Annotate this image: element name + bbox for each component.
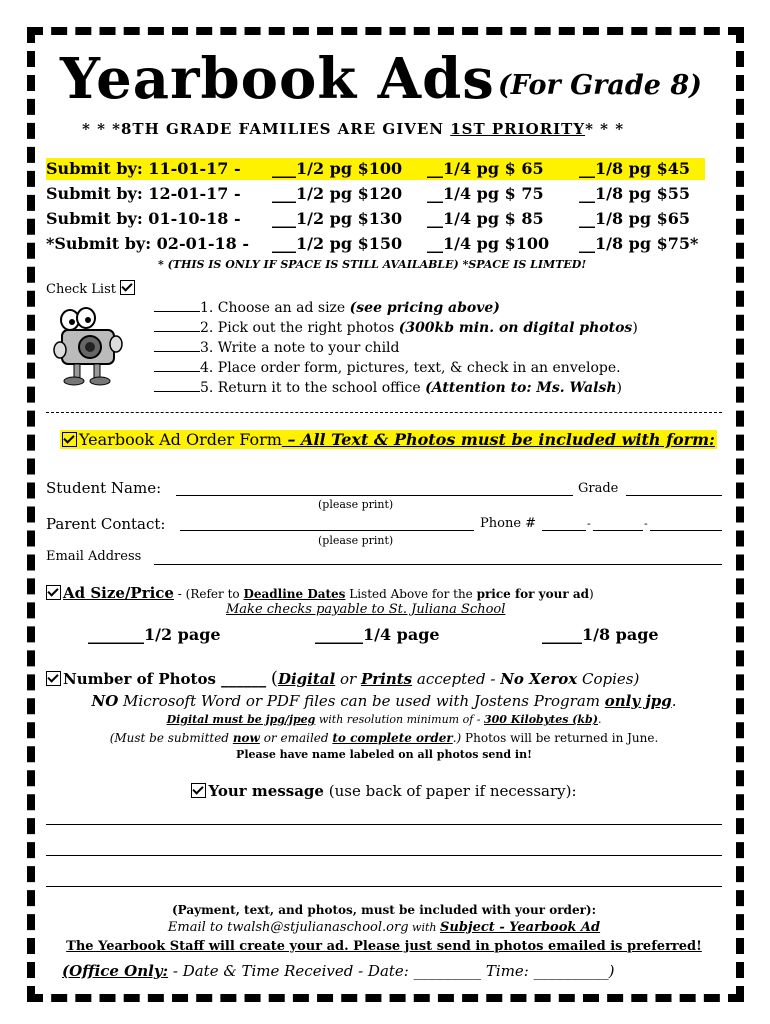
checklist-step [154,320,638,336]
step-text: 5. Return it to the school office [200,380,426,396]
payment-note: (Payment, text, and photos, must be included with your order): [171,903,597,917]
price-eighth-page: __1/8 pg $65 [579,209,691,228]
price-eighth-page: __1/8 pg $45 [579,159,691,178]
message-label: Your message (use back of paper if necessary): [46,782,722,800]
pricing-row [46,183,690,205]
step-checkoff-blank[interactable] [154,391,200,392]
ad-size-option-half[interactable]: _______1/2 page [88,625,221,644]
step-checkoff-blank[interactable] [154,331,200,332]
photo-format-note: NO Microsoft Word or PDF files can be used with Jostens Program only jpg. [91,692,677,710]
step-suffix: ) [632,320,638,336]
ad-size-option-quarter[interactable]: ______1/4 page [315,625,440,644]
price-eighth-page: __1/8 pg $55 [579,184,691,203]
grade-label: Grade [578,481,619,496]
step-checkoff-blank[interactable] [154,371,200,372]
priority-notice: * * *8TH GRADE FAMILIES ARE GIVEN 1ST PRIORITY* * * [82,120,625,138]
price-half-page: ___1/2 pg $120 [272,184,403,203]
pricing-row [46,158,705,180]
checklist-step [154,340,399,356]
checklist-step [154,300,500,316]
email-field[interactable] [154,564,722,565]
price-quarter-page: __1/4 pg $100 [427,234,550,253]
name-label-note: Please have name labeled on all photos send in! [236,748,532,761]
checkbox-icon [120,280,135,295]
step-emphasis: (Attention to: Ms. Walsh [425,380,617,396]
grade-field[interactable] [626,495,722,496]
pricing-deadline: Submit by: 11-01-17 - [46,159,241,178]
checklist-step [154,380,622,396]
phone-separator: - [644,517,648,530]
step-suffix: ) [616,380,622,396]
step-text: 1. Choose an ad size [200,300,350,316]
checkbox-icon [62,432,77,447]
price-eighth-page: __1/8 pg $75* [579,234,699,253]
checklist-step [154,360,621,376]
step-emphasis: (see pricing above) [349,300,500,316]
ad-size-line: Ad Size/Price - (Refer to Deadline Dates Listed Above for the price for your ad) [46,584,594,602]
step-emphasis: (300kb min. on digital photos [398,320,633,336]
checkbox-icon [46,671,61,686]
pricing-row [46,208,690,230]
page-subtitle: (For Grade 8) [498,70,702,101]
ad-size-option-eighth[interactable]: _____1/8 page [542,625,659,644]
please-print-note: (please print) [318,534,394,547]
pricing-row [46,233,698,255]
pricing-deadline: *Submit by: 02-01-18 - [46,234,249,253]
message-line[interactable] [46,824,722,825]
pricing-deadline: Submit by: 12-01-17 - [46,184,241,203]
step-checkoff-blank[interactable] [154,311,200,312]
office-only-line: (Office Only: - Date & Time Received - Date: _________ Time: __________) [62,962,615,980]
price-quarter-page: __1/4 pg $ 85 [427,209,544,228]
checks-payable-note: Make checks payable to St. Juliana School [226,602,506,617]
step-text: 2. Pick out the right photos [200,320,399,336]
email-instructions: Email to twalsh@stjulianaschool.org with Subject - Yearbook Ad [167,920,601,935]
checkbox-icon [191,783,206,798]
order-form-header: Yearbook Ad Order Form – All Text & Photos must be included with form: [60,430,717,449]
pricing-deadline: Submit by: 01-10-18 - [46,209,241,228]
phone-separator: - [587,517,591,530]
checklist-label: Check List [46,280,135,297]
parent-contact-label: Parent Contact: [46,515,166,533]
page-title: Yearbook Ads [60,46,495,112]
student-name-field[interactable] [176,495,573,496]
price-half-page: ___1/2 pg $150 [272,234,403,253]
price-quarter-page: __1/4 pg $ 75 [427,184,544,203]
number-of-photos-line: Number of Photos ______ (Digital or Prints accepted - No Xerox Copies) [46,668,639,689]
message-line[interactable] [46,855,722,856]
step-text: 4. Place order form, pictures, text, & check in an envelope. [200,360,621,376]
price-half-page: ___1/2 pg $130 [272,209,403,228]
phone-label: Phone # [480,516,537,531]
pricing-note: * (THIS IS ONLY IF SPACE IS STILL AVAILABLE) *SPACE IS LIMTED! [158,258,587,271]
step-checkoff-blank[interactable] [154,351,200,352]
phone-line-field[interactable] [650,530,722,531]
phone-prefix-field[interactable] [593,530,643,531]
price-quarter-page: __1/4 pg $ 65 [427,159,544,178]
message-line[interactable] [46,886,722,887]
camera-mascot-icon [52,306,126,388]
digital-format-note: Digital must be jpg/jpeg with resolution minimum of - 300 Kilobytes (kb). [166,713,602,726]
phone-area-field[interactable] [542,530,586,531]
divider [46,412,722,413]
checkbox-icon [46,585,61,600]
submission-note: (Must be submitted now or emailed to complete order.) Photos will be returned in June. [109,731,659,745]
email-label: Email Address [46,549,142,564]
staff-note: The Yearbook Staff will create your ad. Please just send in photos emailed is preferred! [66,939,702,954]
please-print-note: (please print) [318,498,394,511]
parent-contact-field[interactable] [180,530,474,531]
student-name-label: Student Name: [46,479,162,497]
price-half-page: ___1/2 pg $100 [272,159,403,178]
step-text: 3. Write a note to your child [200,340,400,356]
